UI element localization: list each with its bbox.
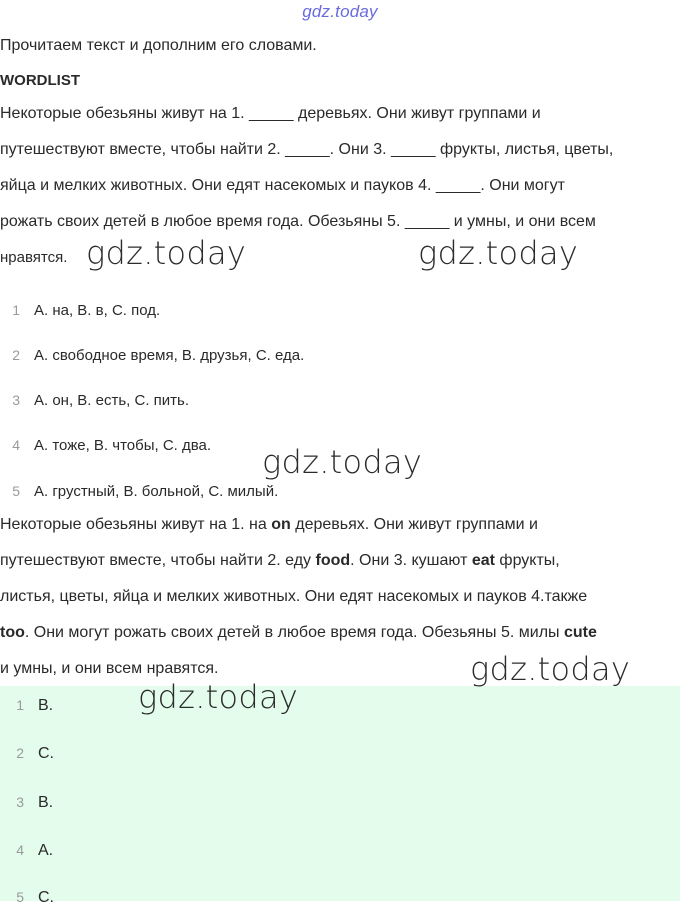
answer-number: 2	[16, 745, 24, 761]
option-text: A. он, B. есть, C. пить.	[34, 392, 190, 409]
watermark: gdz.today	[262, 443, 423, 481]
task-line: рожать своих детей в любое время года. Обезьяны 5. _____ и умны, и они всем	[0, 213, 596, 230]
option-number: 2	[12, 347, 20, 363]
answer-item	[0, 887, 54, 908]
answer-text: C.	[38, 745, 54, 762]
filled-text: Некоторые обезьяны живут на 1. на	[0, 516, 272, 533]
filled-word: eat	[471, 552, 495, 569]
answer-number: 1	[16, 697, 24, 713]
option-text: A. тоже, B. чтобы, C. два.	[34, 437, 212, 454]
filled-line: и умны, и они всем нравятся.	[0, 660, 219, 677]
filled-word: too	[0, 624, 25, 641]
answer-number: 5	[16, 889, 24, 905]
watermark: gdz.today	[418, 234, 579, 272]
option-number: 1	[12, 302, 20, 318]
option-item	[0, 300, 160, 321]
filled-line	[0, 551, 560, 571]
option-number: 4	[12, 437, 20, 453]
filled-line	[0, 623, 597, 643]
option-item	[0, 390, 189, 411]
filled-line	[0, 515, 538, 535]
filled-text: деревьях. Они живут группами и	[290, 516, 538, 533]
filled-text: путешествуют вместе, чтобы найти 2. еду	[0, 552, 316, 569]
answer-text: C.	[38, 889, 54, 906]
watermark: gdz.today	[138, 678, 299, 716]
task-line: Некоторые обезьяны живут на 1. _____ деревьях. Они живут группами и	[0, 105, 541, 122]
option-item	[0, 345, 304, 366]
intro-text: Прочитаем текст и дополним его словами.	[0, 37, 317, 54]
top-watermark: gdz.today	[302, 2, 378, 21]
watermark: gdz.today	[470, 650, 631, 688]
task-line: нравятся.	[0, 249, 68, 266]
task-line: путешествуют вместе, чтобы найти 2. _____. Они 3. _____ фрукты, листья, цветы,	[0, 141, 614, 158]
answer-text: B.	[38, 697, 54, 714]
option-text: A. на, B. в, C. под.	[34, 302, 161, 319]
filled-text: . Они 3. кушают	[350, 552, 472, 569]
filled-word: on	[271, 516, 291, 533]
answer-number: 4	[16, 842, 24, 858]
filled-text: фрукты,	[494, 552, 560, 569]
filled-text: . Они могут рожать своих детей в любое время года. Обезьяны 5. милы	[24, 624, 564, 641]
option-item	[0, 435, 211, 456]
filled-word: food	[315, 552, 351, 569]
answer-item	[0, 792, 53, 813]
option-number: 3	[12, 392, 20, 408]
option-number: 5	[12, 483, 20, 499]
watermark: gdz.today	[86, 234, 247, 272]
filled-word: cute	[564, 624, 597, 641]
wordlist-heading: WORDLIST	[0, 72, 80, 89]
task-line: яйца и мелких животных. Они едят насекомых и пауков 4. _____. Они могут	[0, 177, 565, 194]
answer-item	[0, 840, 53, 861]
answer-block	[0, 686, 680, 906]
option-text: A. свободное время, B. друзья, C. еда.	[34, 347, 305, 364]
answer-number: 3	[16, 794, 24, 810]
answer-item	[0, 695, 53, 716]
option-text: A. грустный, B. больной, C. милый.	[34, 483, 279, 500]
option-item	[0, 481, 278, 502]
answer-text: B.	[38, 794, 54, 811]
answer-item	[0, 743, 54, 764]
answer-text: A.	[38, 842, 54, 859]
filled-line: листья, цветы, яйца и мелких животных. Они едят насекомых и пауков 4.также	[0, 588, 588, 605]
